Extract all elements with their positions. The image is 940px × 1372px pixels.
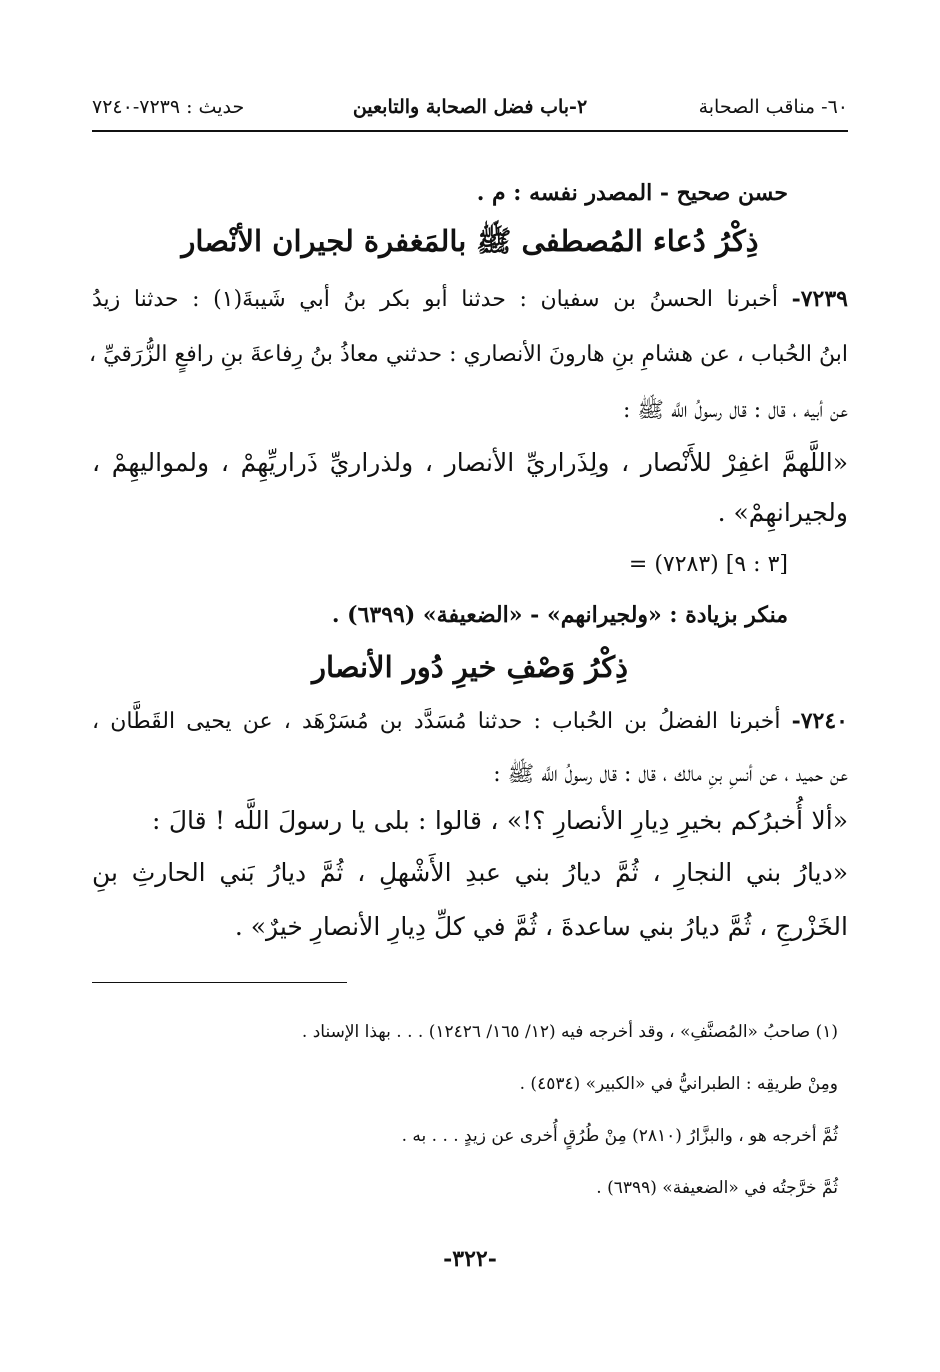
footnote-line-3: ثُمَّ أخرجه هو ، والبزَّارُ (٢٨١٠) مِنْ طُرُقٍ أُخرى عن زيدٍ . . . به . [401, 1126, 838, 1146]
hadith-7239-isnad-line-2: ابنُ الحُباب ، عن هشامِ بنِ هارونَ الأنصاري : حدثني معاذُ بنُ رِفاعةَ بنِ رافعٍ الزُّرَقيِّ ، [88, 342, 848, 367]
chapter-title-1: ذِكْرُ دُعاء المُصطفى ﷺ بالمَغفرة لجيران الأنْصار [181, 224, 759, 258]
hadith-7239-grade: منكر بزيادة : «ولجيرانهم» - «الضعيفة» (٦٣٩٩) . [331, 602, 788, 628]
hadith-7240-isnad-line-2: عن حميد ، عن أنسِ بنِ مالك ، قال : قال رسولُ اللَّه ﷺ : [493, 762, 848, 787]
hadith-7239-matn-line-1: «اللَّهمَّ اغفِرْ للأَنْصار ، ولِذَراريِّ الأنصار ، ولذراريِّ ذَراريِّهِمْ ، ولمواليهِمْ ، [92, 448, 848, 477]
hadith-7239-isnad-line-1 [92, 286, 848, 312]
hadith-7239-matn-line-2: ولجيرانهِمْ» . [717, 498, 848, 527]
hadith-number: ٧٢٤٠- [791, 708, 848, 734]
hadith-7240-matn-line-1: «ألا أُخبرُكم بخيرِ دِيارِ الأنصارِ ؟!» ، قالوا : بلى يا رسولَ اللَّه ! قالَ : [152, 806, 849, 835]
hadith-text: أخبرنا الفضلُ بن الحُباب : حدثنا مُسَدَّد بن مُسَرْهَد ، عن يحيى القَطَّان ، [92, 709, 781, 734]
hadith-7240-isnad-line-1 [92, 708, 848, 734]
hadith-number: ٧٢٣٩- [791, 286, 848, 312]
grade-line: حسن صحيح - المصدر نفسه : م . [476, 180, 788, 206]
header-hadith-range: حديث : ٧٢٣٩-٧٢٤٠ [92, 96, 245, 118]
header-chapter: ٦٠- مناقب الصحابة [698, 96, 848, 118]
hadith-7240-matn-line-3: الخَزْرجِ ، ثُمَّ ديارُ بني ساعدةَ ، ثُمَّ في كلِّ دِيارِ الأنصارِ خيرٌ» . [234, 912, 848, 941]
hadith-7240-matn-line-2: «ديارُ بني النجارِ ، ثُمَّ ديارُ بني عبدِ الأَشْهلِ ، ثُمَّ ديارُ بَني الحارثِ بنِ [92, 858, 848, 887]
hadith-text: أخبرنا الحسنُ بن سفيان : حدثنا أبو بكر بنُ أبي شَيبةَ(١) : حدثنا زيدُ [92, 287, 778, 312]
footnote-rule [92, 982, 347, 983]
footnote-line-4: ثُمَّ خرَّجتُه في «الضعيفة» (٦٣٩٩) . [596, 1178, 838, 1198]
header-rule [92, 130, 848, 132]
hadith-7239-reference: = (٧٢٨٣) [٣ : ٩] [628, 552, 788, 577]
chapter-title-2: ذِكْرُ وَصْفِ خيرِ دُور الأنصار [311, 650, 628, 684]
header-section: ٢-باب فضل الصحابة والتابعين [352, 96, 588, 118]
hadith-7239-isnad-line-3: عن أبيه ، قال : قال رسولُ اللَّه ﷺ : [622, 398, 848, 423]
footnote-line-2: ومِنْ طريقِه : الطبرانيُّ في «الكبير» (٤٥٣٤) . [519, 1074, 838, 1094]
page-number: -٣٢٢- [443, 1246, 497, 1272]
footnote-line-1: (١) صاحبُ «المُصنَّفِ» ، وقد أخرجه فيه (١٢/ ١٦٥/ ١٢٤٢٦) . . . بهذا الإسناد . [301, 1022, 838, 1042]
